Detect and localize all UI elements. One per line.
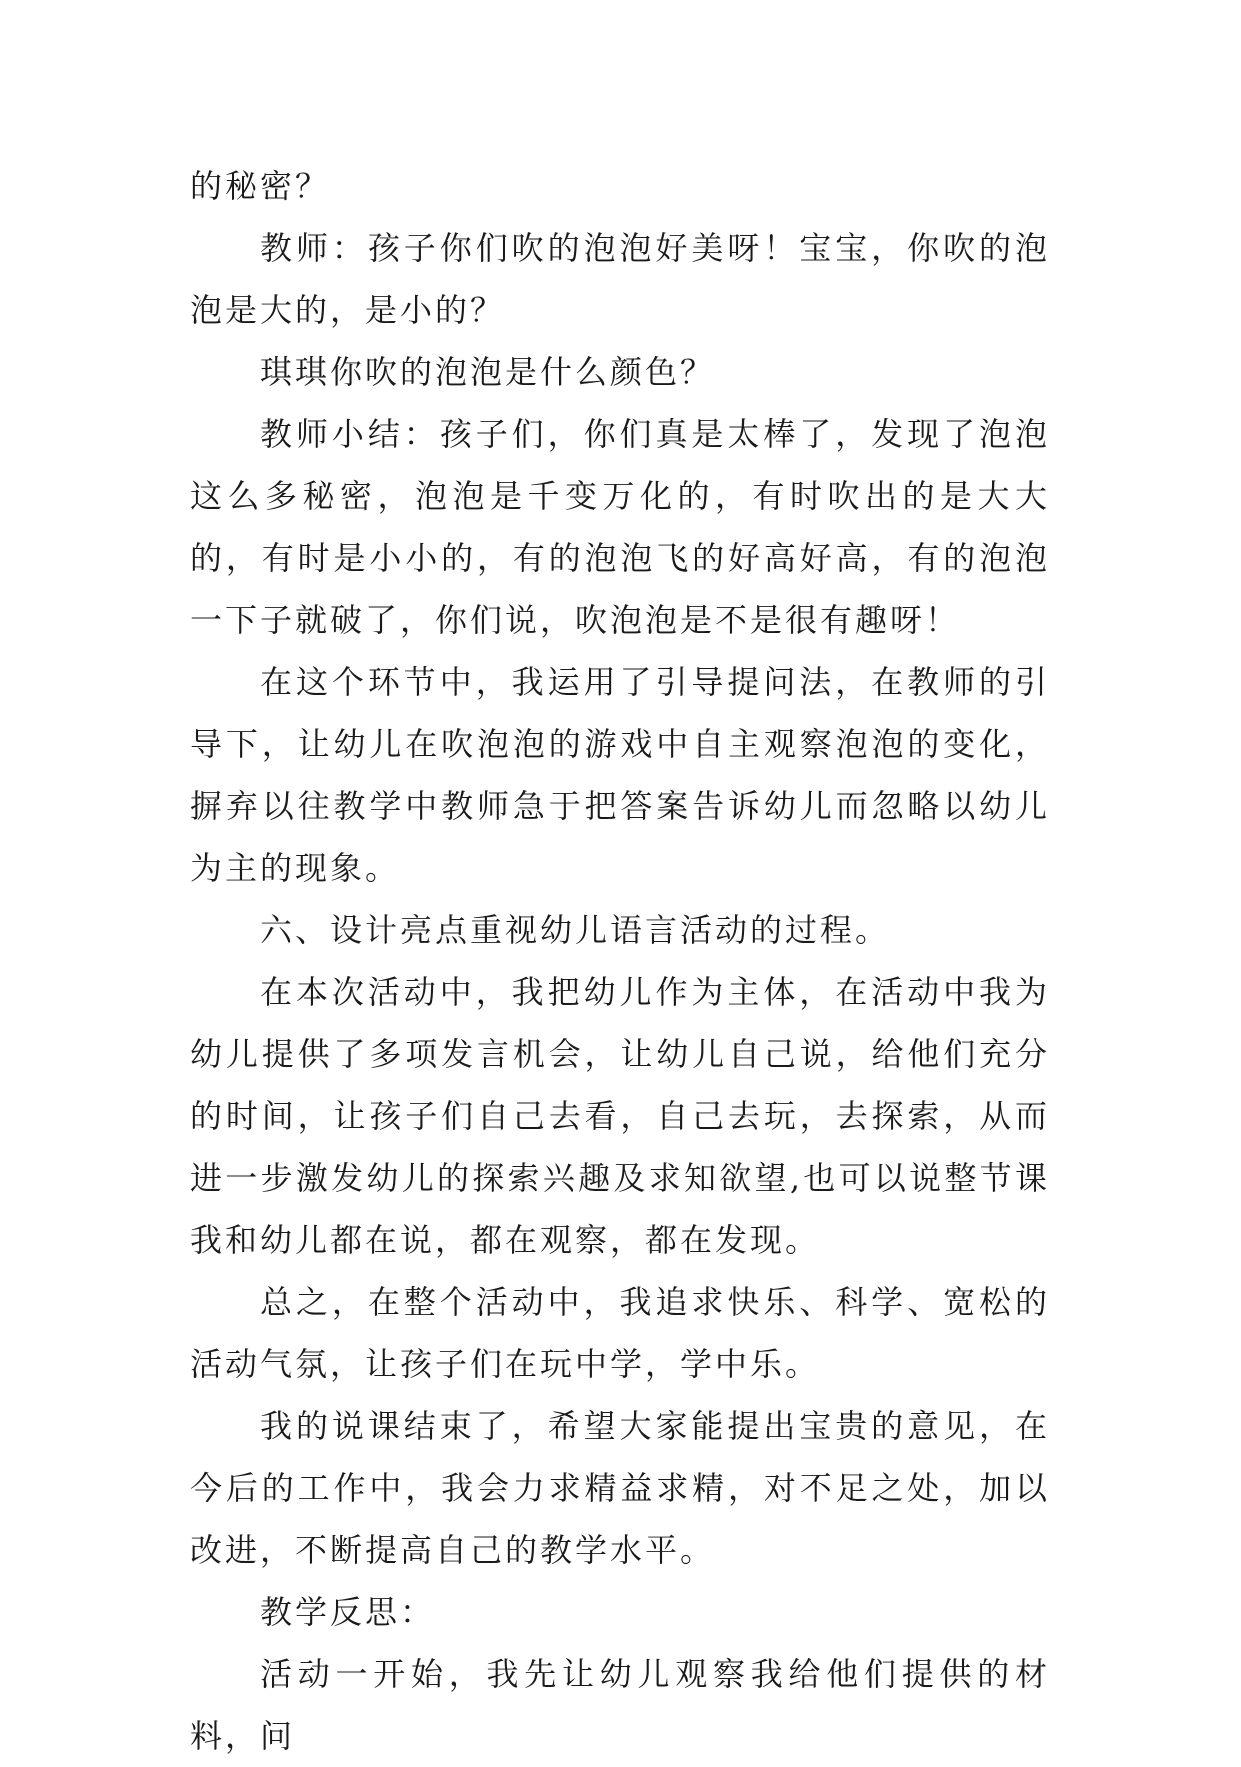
paragraph-7: 在本次活动中，我把幼儿作为主体，在活动中我为幼儿提供了多项发言机会，让幼儿自己说，给他们充分的时间，让孩子们自己去看，自己去玩，去探索，从而进一步激发幼儿的探索兴趣及求知欲望,也可以说整节课我和幼儿都在说，都在观察，都在发现。: [190, 973, 1050, 1259]
paragraph-2: 教师：孩子你们吹的泡泡好美呀！宝宝，你吹的泡泡是大的，是小的？: [190, 229, 1050, 329]
paragraph-9: 我的说课结束了，希望大家能提出宝贵的意见，在今后的工作中，我会力求精益求精，对不足之处，加以改进，不断提高自己的教学水平。: [190, 1407, 1050, 1569]
paragraph-11: 活动一开始，我先让幼儿观察我给他们提供的材料，问: [190, 1655, 1050, 1755]
reflection-heading: 教学反思：: [260, 1593, 436, 1631]
paragraph-5: 在这个环节中，我运用了引导提问法，在教师的引导下，让幼儿在吹泡泡的游戏中自主观察泡泡的变化，摒弃以往教学中教师急于把答案告诉幼儿而忽略以幼儿为主的现象。: [190, 663, 1050, 887]
paragraph-8: 总之，在整个活动中，我追求快乐、科学、宽松的活动气氛，让孩子们在玩中学，学中乐。: [190, 1283, 1050, 1383]
paragraph-3: 琪琪你吹的泡泡是什么颜色？: [260, 353, 716, 391]
document-body: [190, 155, 1050, 1767]
section-heading-6: 六、设计亮点重视幼儿语言活动的过程。: [260, 911, 891, 949]
paragraph-4: 教师小结：孩子们，你们真是太棒了，发现了泡泡这么多秘密，泡泡是千变万化的，有时吹出的是大大的，有时是小小的，有的泡泡飞的好高好高，有的泡泡一下子就破了，你们说，吹泡泡是不是很有趣呀！: [190, 415, 1050, 639]
paragraph-1: 的秘密？: [190, 167, 331, 205]
